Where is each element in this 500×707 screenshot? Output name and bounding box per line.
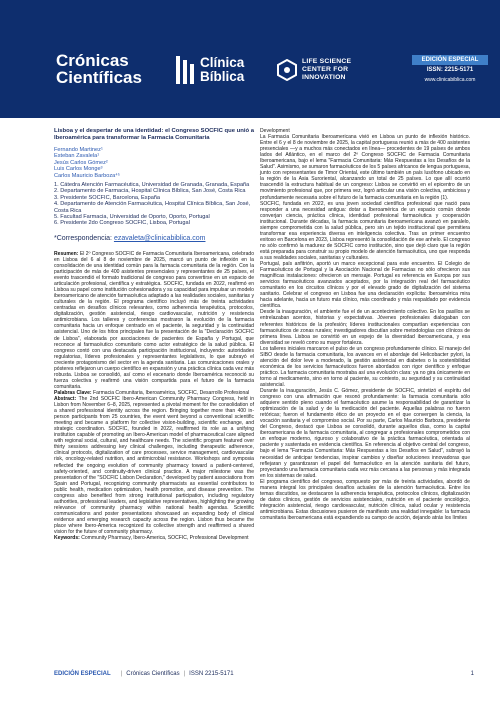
affiliation-item: 4. Departamento de Atención Farmacéutica, Hospital Clínica Bíblica, San José, Costa Rica xyxy=(54,201,251,214)
abstract-block xyxy=(54,251,254,541)
affiliation-item: 3. Presidente SOCFIC, Barcelona, España xyxy=(54,194,161,201)
affiliation-item: 6. Presidente 2do Congreso SOCFIC, Lisboa, Portugal xyxy=(54,220,190,227)
author-list xyxy=(54,147,254,179)
body-paragraph: Durante la inauguración, Jesús C. Gómez, presidente de SOCFIC, sintetizó el espíritu del congreso con una afirmación que resonó profundamente: la farmacia comunitaria sólo adquiere sentido pleno cuando el farmacéutico asume la responsabilidad de garantizar la optimización de la salud y de la medicación del paciente. Aquellas palabras no fueron retóricas; fueron el fundamento ético de un proyecto en el que convergen la ciencia, la vocación sanitaria y el compromiso social. Por su parte, Carlos Mauricio Barboza, presidente del Congreso, destacó que Lisboa se consolidó, durante aquellos días, como la capital iberoamericana de la farmacia comunitaria, al congregar a profesionales comprometidos con un enfoque moderno, riguroso y colaborativo de la práctica farmacéutica, orientada al paciente y sustentada en evidencia científica. En referencia al objetivo central del congreso, bajo el lema "Farmacia Comunitaria: Más Respuestas a los Desafíos en Salud", subrayó la necesidad de anticipar tendencias, inspirar cambios y diseñar soluciones innovadoras que reflejaran y garantizaran el papel del farmacéutico en la atención sanitaria del futuro, proyectando una farmacia comunitaria cada vez más cercana a las personas y más integrada en los sistemas de salud. xyxy=(260,388,470,479)
keywords-paragraph xyxy=(54,535,254,541)
abstract-text: The 2nd SOCFIC Ibero-American Community Pharmacy Congress, held in Lisbon from November 6–8, 2025, represented a pivotal moment for the consolidation of a shared professional identity across the region. Bringing together more than 400 in-person participants from 25 countries, the event went beyond a conventional scientific meeting and became a platform for collective vision-building, scientific exchange, and strategic coordination. SOCFIC, founded in 2022, reaffirmed its role as a unifying institution capable of promoting an Ibero-American model of pharmaceutical care aligned with regional social, cultural, and healthcare needs. The scientific program featured over thirty sessions addressing key clinical challenges, including therapeutic adherence, clinical protocols, digitalization of care processes, service management, cardiovascular risk, oncology-related nutrition, and antimicrobial resistance. Workshops and symposia reflected the ongoing evolution of community pharmacy toward a patient-centered, safety-oriented, and continuity-driven clinical practice. A major milestone was the presentation of the "SOCFIC Lisbon Declaration," developed by patient associations from Spain and Portugal, recognizing community pharmacists as essential contributors to public health, medication optimization, health promotion, and disease prevention. The congress also benefited from strong institutional participation, including regulatory authorities, professional leaders, and legislative representatives, highlighting the growing relevance of community pharmacy within national health agendas. Scientific communications and poster presentations showcased an expanding body of clinical evidence and emerging research capacity across the region. Lisbon thus became the place where Ibero-America recognized its collective strength and reaffirmed a shared vision for the future of community pharmacy. xyxy=(54,396,254,536)
affiliation-item: 2. Departamento de Farmacia, Hospital Clínica Bíblica, San José, Costa Rica xyxy=(54,188,246,195)
correspondence xyxy=(54,235,254,243)
author-name: Carlos Mauricio Barboza⁴⁵ xyxy=(54,172,120,179)
body-paragraph: El programa científico del congreso, compuesto por más de treinta actividades, abordó de manera integral los principales desafíos actuales de la atención farmacéutica. Entre los temas discutidos, se destacaron la adherencia terapéutica, protocolos clínicos, digitalización de datos clínicos, gestión de servicios asistenciales, nutrición en el paciente oncológico, integración asistencial, riesgo cardiovascular, nutrición clínica, salud ocular y resistencia antimicrobiana. Estas discusiones pusieron de manifiesto una realidad innegable: la farmacia comunitaria iberoamericana está expandiendo su campo de acción, dejando atrás los límites xyxy=(260,478,470,521)
journal-title-line2: Científicas xyxy=(56,68,142,87)
body-paragraph: Portugal, país anfitrión, aportó un marco excepcional para este encuentro. El Colegio de Farmacéuticos de Portugal y la Asociación Nacional de Farmacias no sólo ofrecieron sus magníficas instalaciones: ofrecieron un mensaje. Portugal es referencia en Europa por sus servicios farmacéuticos avanzados aceptados, por la integración real del farmacéutico comunitario en los circuitos clínicos y por el elevado grado de digitalización del sistema sanitario. Celebrar el congreso en Lisboa fue una declaración explícita: Iberoamérica mira hacia adelante, hacia un futuro más clínico, más coordinado y más respaldado por evidencia científica. xyxy=(260,261,470,310)
body-first-line: Development xyxy=(260,128,290,134)
resumen-paragraph xyxy=(54,251,254,390)
body-paragraph: Los talleres iniciales marcaron el pulso de un congreso profundamente clínico. El manejo del SIBO desde la farmacia comunitaria, los avances en el abordaje del Helicobacter pylori, la atención del dolor leve a moderado, la gestión asistencial en diabetes o la sostenibilidad económica de los servicios farmacéuticos fueron abordados con rigor científico y enfoque práctico. La farmacia comunitaria mostraba así una evolución clara: ya no gira únicamente en torno al medicamento, sino en torno al paciente, su contexto, su seguridad y su continuidad asistencial. xyxy=(260,345,470,388)
author-name: Fernando Martinez¹ xyxy=(54,147,103,153)
header-issn: ISSN: 2215-5171 xyxy=(426,67,474,73)
body-paragraph: Desde la inauguración, el ambiente fue el de un acontecimiento colectivo. En los pasillos se entrelazaban acentos, historias y expectativas. Jóvenes profesionales dialogaban con referentes históricos de la profesión; líderes institucionales compartían experiencias con farmacéuticos de zonas rurales; investigadores discutían sobre metodologías con clínicos de primera línea. Lisboa se convirtió en un espejo de la diversidad iberoamericana, y esa diversidad se reveló como su mayor fortaleza. xyxy=(260,309,470,346)
article-title: Lisboa y el despertar de una identidad: el Congreso SOCFIC que unió a Iberoamérica para transformar la Farmacia Comunitaria xyxy=(54,128,254,141)
keywords-text: Community Pharmacy, Ibero-America, SOCFIC, Professional Development xyxy=(81,535,249,542)
edition-badge: EDICIÓN ESPECIAL xyxy=(412,55,488,65)
right-column xyxy=(260,128,470,521)
correspondence-label: *Correspondencia: xyxy=(54,234,112,242)
life-science-mark-icon xyxy=(277,59,297,81)
life-science-line1: LIFE SCIENCE xyxy=(302,58,352,65)
abstract-label: Abstract: xyxy=(54,396,77,402)
correspondence-email-link[interactable]: ezavaleta@clinicabiblica.com xyxy=(113,234,206,242)
affiliation-item: 5. Facultad Farmacia, Universidad de Oporto, Oporto, Portugal xyxy=(54,214,210,221)
abstract-paragraph xyxy=(54,396,254,535)
keywords-label: Keywords: xyxy=(54,535,80,542)
life-science-logo xyxy=(277,58,351,82)
resumen-text: El 2º Congreso SOCFIC de Farmacia Comunitaria Iberoamericana, celebrado en Lisboa del 6 al 8 de noviembre de 2025, marcó un punto de inflexión en la consolidación de una identidad común para la farmacia comunitaria de la región. Con la participación de más de 400 asistentes presenciales y representantes de 25 países, el evento trascendió el formato tradicional de congreso para convertirse en un espacio de articulación profesional, científica y estratégica. SOCFIC, fundada en 2022, reafirmó en Lisboa su papel como institución cohesionadora y su capacidad para impulsar un modelo iberoamericano de atención farmacéutica adaptado a las realidades sociales, sanitarias y culturales de la región. El programa científico incluyó más de treinta actividades centradas en desafíos clínicos relevantes, como adherencia terapéutica, protocolos, digitalización, gestión asistencial, riesgo cardiovascular, nutrición y resistencia antimicrobiana. Los talleres y conferencias mostraron la evolución de la farmacia comunitaria hacia un enfoque centrado en el paciente, la seguridad y la continuidad asistencial. Uno de los hitos principales fue la presentación de la "Declaración SOCFIC de Lisboa", elaborada por asociaciones de pacientes de España y Portugal, que reconoce al farmacéutico comunitario como actor estratégico de la salud pública. El congreso contó con una destacada participación institucional, incluyendo: autoridades regulatorias, líderes profesionales y representantes legislativos, lo que subrayó el creciente protagonismo del sector en la agenda sanitaria. Las comunicaciones orales y pósteres reflejaron un cuerpo científico en expansión y una práctica clínica cada vez más robusta. Lisboa se consolidó, así como el escenario donde Iberoamérica reconoció su fuerza colectiva y reafirmó una visión compartida para el futuro de la farmacia comunitaria. xyxy=(54,250,255,390)
page-number: 1 xyxy=(470,671,474,677)
clinica-biblica-line1: Clínica xyxy=(200,55,245,70)
journal-title-line1: Crónicas xyxy=(56,51,129,70)
clinica-biblica-mark-icon xyxy=(176,56,194,84)
journal-header xyxy=(0,0,500,118)
palabras-clave-text: Farmacia Comunitaria, Iberoamérica, SOCFIC, Desarrollo Profesional xyxy=(93,389,250,396)
page-footer xyxy=(54,669,474,679)
palabras-clave-label: Palabras Clave: xyxy=(54,389,92,396)
body-paragraph: SOCFIC, fundada en 2022, es una joven sociedad científica profesional que nació para responder a una necesidad antigua: dotar a Iberoamérica de un espacio común donde converjan ciencia, práctica clínica, identidad profesional farmacéutica y cooperación institucional. Durante décadas, la farmacia comunitaria iberoamericana avanzó en paralelo, siempre comprometida con la salud pública, pero sin un tejido institucional que permitiera transformar esa experiencia diversa en inteligencia colectiva. Tras un primer encuentro exitoso en Barcelona en 2023, Lisboa representó la consolidación de ese anhelo. El congreso no sólo confirmó la madurez de SOCFIC como institución, sino que dejó claro que la región está preparada para construir su propio modelo de atención farmacéutica, uno que responda a sus realidades sociales, sanitarias y culturales. xyxy=(260,200,470,261)
clinica-biblica-line2: Bíblica xyxy=(200,69,245,84)
journal-title xyxy=(56,52,142,86)
footer-issn: ISSN 2215-5171 xyxy=(189,671,234,677)
footer-separator: | xyxy=(120,671,123,677)
clinica-biblica-logo xyxy=(176,56,244,84)
footer-separator: | xyxy=(183,671,186,677)
author-name: Jesús Carlos Gómez² xyxy=(54,159,108,166)
life-science-line3: INNOVATION xyxy=(302,74,346,81)
header-url[interactable]: www.clinicabiblica.com xyxy=(424,77,476,83)
author-name: Esteban Zavalela¹ xyxy=(54,153,100,160)
footer-edition: EDICIÓN ESPECIAL xyxy=(54,671,111,677)
affiliation-list xyxy=(54,182,254,227)
affiliation-item: 1. Cátedra Atención Farmacéutica, Universidad de Granada, Granada, España xyxy=(54,182,250,189)
resumen-label: Resumen: xyxy=(54,250,79,257)
body-paragraph: La Farmacia Comunitaria Iberoamericana vivió en Lisboa un punto de inflexión histórico. Entre el 6 y el 8 de noviembre de 2025, la capital portuguesa reunió a más de 400 asistentes presenciales —y a muchos más conectados en línea— procedentes de 19 países de ambos lados del Atlántico, en el marco del 2º Congreso SOCFIC de Farmacia Comunitaria Iberoamericana, bajo el lema "Farmacia Comunitaria: Más Respuestas a los Desafíos de la Salud". Asimismo, se sumaron farmacéuticos de los 5 países africanos de lengua portuguesa, junto con representantes de Timor Oriental, este último también un país lusófono ubicado en la región de la Asia Suroriental, alcanzando un total de 25 países. Lo que allí ocurrió trascendió la estructura habitual de un congreso: Lisboa se convirtió en el epicentro de un movimiento profesional que, por primera vez, logró articular una visión colectiva, ambiciosa y profundamente necesaria sobre el futuro de la farmacia comunitaria en la región (1). xyxy=(260,134,470,201)
left-column xyxy=(54,128,254,541)
footer-journal: Crónicas Científicas xyxy=(126,671,180,677)
author-name: Luis Carlos Monge³ xyxy=(54,166,103,173)
life-science-line2: CENTER FOR xyxy=(302,66,349,73)
